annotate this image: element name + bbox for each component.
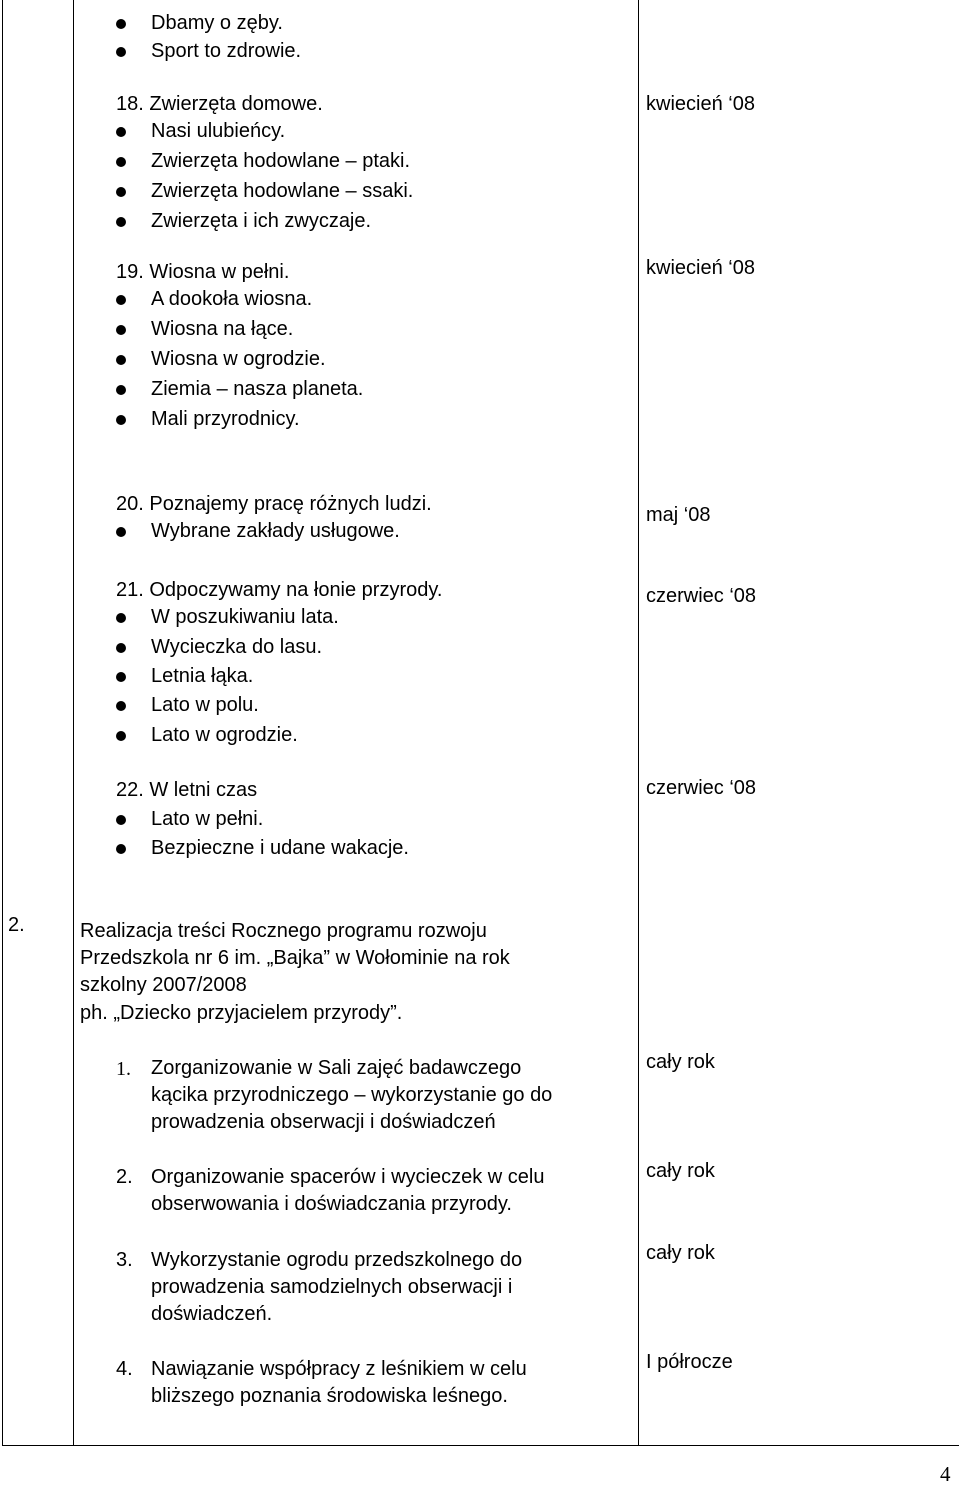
section-title-18: 18. Zwierzęta domowe. — [116, 93, 323, 115]
task-line: Wykorzystanie ogrodu przedszkolnego do — [151, 1249, 523, 1271]
task-line: prowadzenia samodzielnych obserwacji i — [151, 1276, 513, 1298]
page-number: 4 — [940, 1462, 951, 1486]
task-line: bliższego poznania środowiska leśnego. — [151, 1385, 508, 1407]
list-item: Wiosna w ogrodzie. — [151, 348, 326, 370]
task-number: 2. — [116, 1166, 133, 1188]
bullet-icon — [116, 527, 126, 537]
date-cell: cały rok — [646, 1160, 715, 1182]
section-title-22: 22. W letni czas — [116, 779, 258, 801]
bullet-icon — [116, 325, 126, 335]
task-line: Zorganizowanie w Sali zajęć badawczego — [151, 1057, 522, 1079]
list-item: Wybrane zakłady usługowe. — [151, 520, 400, 542]
table-bottom-border — [2, 1445, 959, 1446]
section-title-19: 19. Wiosna w pełni. — [116, 261, 290, 283]
bullet-icon — [116, 217, 126, 227]
bullet-icon — [116, 815, 126, 825]
bullet-icon — [116, 127, 126, 137]
list-item: Zwierzęta hodowlane – ptaki. — [151, 150, 411, 172]
row-heading-line: Realizacja treści Rocznego programu rozwoju — [80, 920, 487, 942]
task-line: doświadczeń. — [151, 1303, 273, 1325]
date-cell: czerwiec ‘08 — [646, 585, 757, 607]
task-number: 1. — [116, 1058, 131, 1080]
date-cell: cały rok — [646, 1242, 715, 1264]
bullet-icon — [116, 187, 126, 197]
bullet-icon — [116, 613, 126, 623]
bullet-icon — [116, 701, 126, 711]
section-title-21: 21. Odpoczywamy na łonie przyrody. — [116, 579, 443, 601]
bullet-icon — [116, 355, 126, 365]
list-item: Dbamy o zęby. — [151, 12, 283, 34]
column-divider-1 — [73, 0, 74, 1446]
bullet-icon — [116, 157, 126, 167]
list-item: Ziemia – nasza planeta. — [151, 378, 364, 400]
date-cell: cały rok — [646, 1051, 715, 1073]
bullet-icon — [116, 47, 126, 57]
task-line: Organizowanie spacerów i wycieczek w celu — [151, 1166, 545, 1188]
list-item: Lato w ogrodzie. — [151, 724, 298, 746]
list-item: A dookoła wiosna. — [151, 288, 313, 310]
task-line: kącika przyrodniczego – wykorzystanie go do — [151, 1084, 553, 1106]
bullet-icon — [116, 295, 126, 305]
bullet-icon — [116, 643, 126, 653]
bullet-icon — [116, 672, 126, 682]
bullet-icon — [116, 19, 126, 29]
bullet-icon — [116, 731, 126, 741]
column-divider-2 — [638, 0, 639, 1446]
row-heading-line: Przedszkola nr 6 im. „Bajka” w Wołominie na rok — [80, 947, 510, 969]
list-item: W poszukiwaniu lata. — [151, 606, 339, 628]
table-left-border — [2, 0, 3, 1446]
list-item: Nasi ulubieńcy. — [151, 120, 286, 142]
list-item: Wiosna na łące. — [151, 318, 294, 340]
date-cell: maj ‘08 — [646, 504, 711, 526]
list-item: Mali przyrodnicy. — [151, 408, 300, 430]
list-item: Bezpieczne i udane wakacje. — [151, 837, 409, 859]
list-item: Zwierzęta hodowlane – ssaki. — [151, 180, 414, 202]
task-line: prowadzenia obserwacji i doświadczeń — [151, 1111, 496, 1133]
date-cell: kwiecień ‘08 — [646, 257, 755, 279]
date-cell: czerwiec ‘08 — [646, 777, 757, 799]
list-item: Wycieczka do lasu. — [151, 636, 322, 658]
bullet-icon — [116, 415, 126, 425]
list-item: Sport to zdrowie. — [151, 40, 302, 62]
bullet-icon — [116, 844, 126, 854]
date-cell: I półrocze — [646, 1351, 733, 1373]
task-line: obserwowania i doświadczania przyrody. — [151, 1193, 512, 1215]
row-heading-line: szkolny 2007/2008 — [80, 974, 247, 996]
list-item: Lato w polu. — [151, 694, 259, 716]
list-item: Lato w pełni. — [151, 808, 264, 830]
list-item: Zwierzęta i ich zwyczaje. — [151, 210, 372, 232]
task-number: 3. — [116, 1249, 133, 1271]
row-number: 2. — [8, 914, 25, 936]
task-line: Nawiązanie współpracy z leśnikiem w celu — [151, 1358, 527, 1380]
date-cell: kwiecień ‘08 — [646, 93, 755, 115]
list-item: Letnia łąka. — [151, 665, 254, 687]
task-number: 4. — [116, 1358, 133, 1380]
bullet-icon — [116, 385, 126, 395]
section-title-20: 20. Poznajemy pracę różnych ludzi. — [116, 493, 432, 515]
row-heading-line: ph. „Dziecko przyjacielem przyrody”. — [80, 1002, 403, 1024]
